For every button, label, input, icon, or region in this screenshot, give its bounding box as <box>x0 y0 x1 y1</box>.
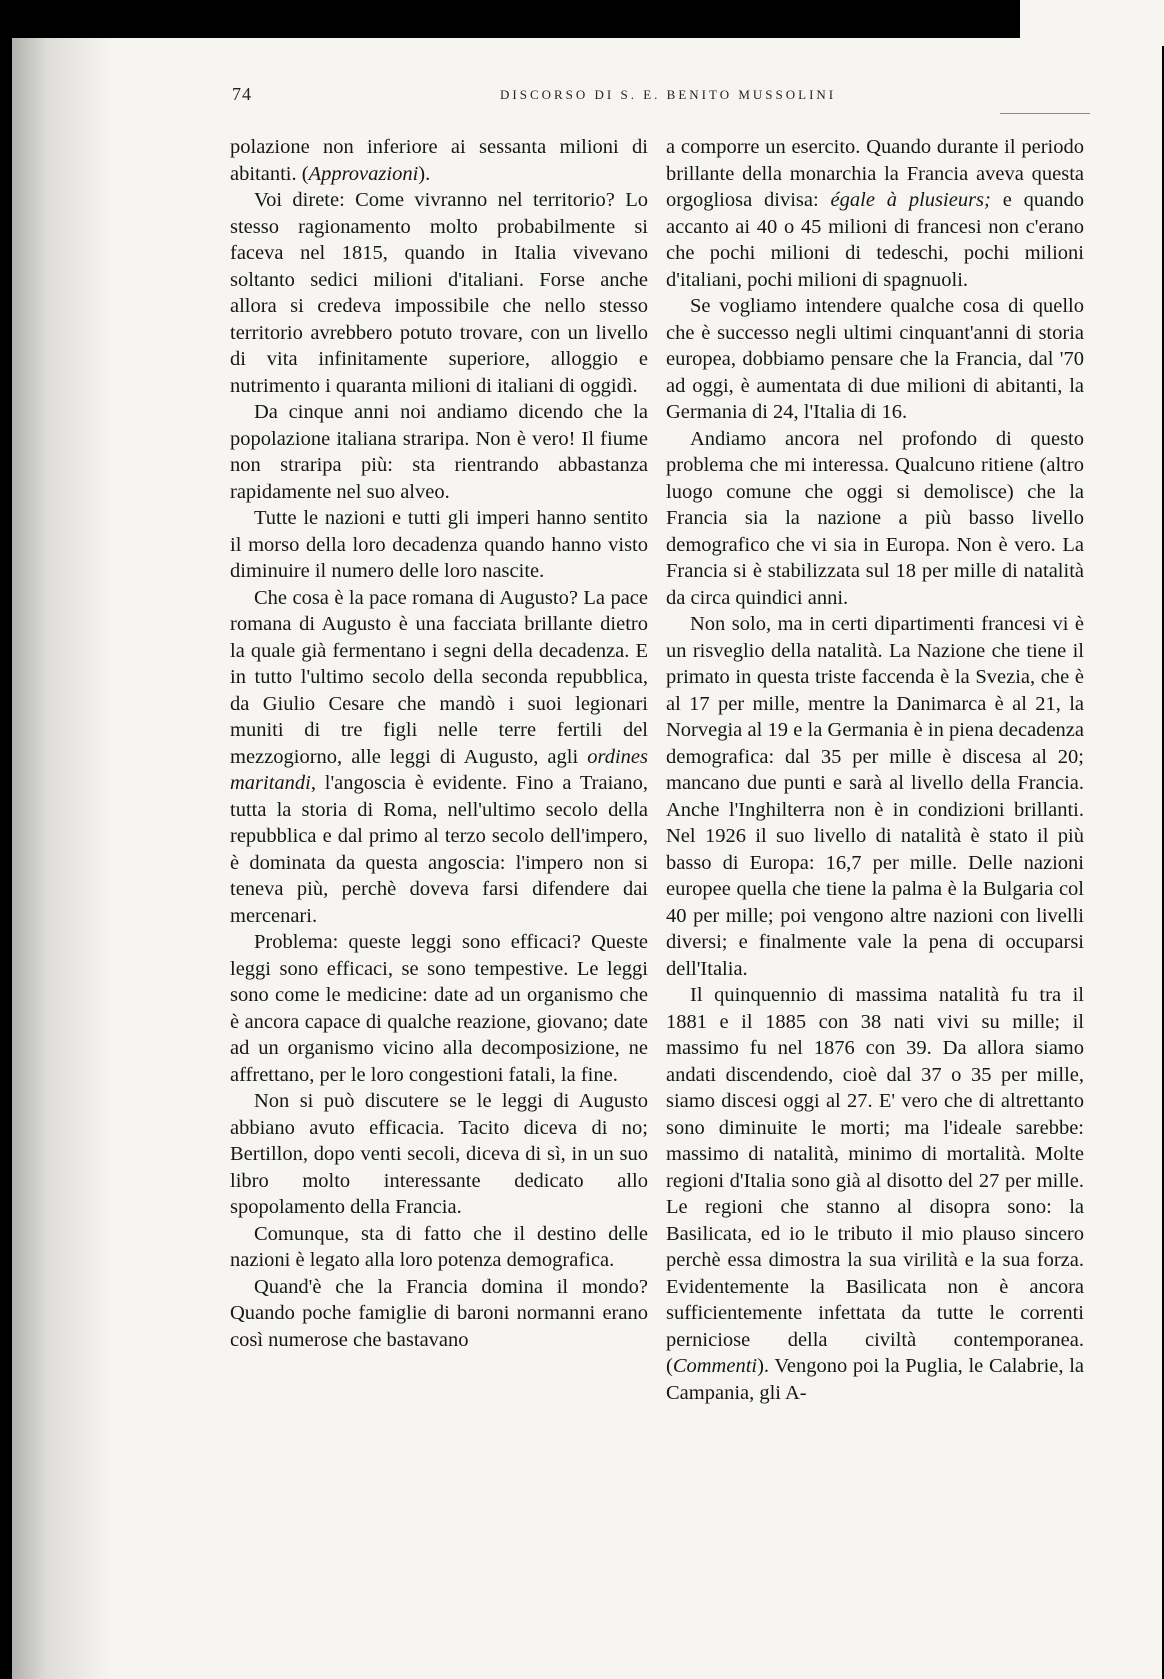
text-column-right <box>666 134 1084 1406</box>
running-head: DISCORSO DI S. E. BENITO MUSSOLINI <box>500 87 837 102</box>
text-column-left <box>230 134 648 1353</box>
binding-shadow <box>12 38 112 1679</box>
italic-text: Approvazioni <box>308 162 419 185</box>
paragraph-text: ). <box>418 162 431 185</box>
paragraph-text: Che cosa è la pace romana di Augusto? La pace romana di Augusto è una facciata brillante dietro la quale già fermentano i segni della decadenza. E in tutto l'ultimo secolo della seconda repubblica, da Giulio Cesare che mandò i suoi legionari muniti di tre figli nelle terre fertili del mezzogiorno, alle leggi di Augusto, agli <box>230 586 648 768</box>
paragraph: Da cinque anni noi andiamo dicendo che la popolazione italiana straripa. Non è vero! Il fiume non straripa più: sta rientrando abbastanza rapidamente nel suo alveo. <box>230 401 648 503</box>
paragraph-text: polazione non inferiore ai sessanta milioni di abitanti. ( <box>230 136 648 185</box>
paragraph: Voi direte: Come vivranno nel territorio? Lo stesso ragionamento molto probabilmente si faceva nel 1815, quando in Italia vivevano soltanto sedici milioni d'italiani. Forse anche allora si credeva impossibile che nello stesso territorio avrebbero potuto trovare, con un livello di vita infinitamente superiore, alloggio e nutrimento i quaranta milioni di italiani di oggidì. <box>230 189 648 397</box>
paragraph: Tutte le nazioni e tutti gli imperi hanno sentito il morso della loro decadenza quando hanno visto diminuire il numero delle loro nascite. <box>230 507 648 582</box>
paragraph-text: e quando accanto ai 40 o 45 milioni di francesi non c'erano che pochi milioni di tedeschi, pochi milioni d'italiani, pochi milioni di spagnuoli. <box>666 189 1084 291</box>
paragraph <box>230 134 648 187</box>
paragraph: Problema: queste leggi sono efficaci? Queste leggi sono efficaci, se sono tempestive. Le leggi sono come le medicine: date ad un organismo che è ancora capace di qualche reazione, giovano; date ad un organismo vicino alla decomposizione, ne affrettano, per le loro congestioni fatali, la fine. <box>230 931 648 1086</box>
page-corner <box>1020 0 1164 46</box>
paragraph: Non solo, ma in certi dipartimenti francesi vi è un risveglio della natalità. La Nazione che tiene il primato in questa triste faccenda è la Svezia, che è al 17 per mille, mentre la Danimarca è al 21, la Norvegia al 19 e la Germania è in piena decadenza demografica: dal 35 per mille è discesa al 20; mancano due punti e sarà al livello della Francia. Anche l'Inghilterra non è in condizioni brillanti. Nel 1926 il suo livello di natalità è stato il più basso di Europa: 16,7 per mille. Delle nazioni europee quella che tiene la palma è la Bulgaria col 40 per mille; poi vengono altre nazioni con livelli diversi; e finalmente vale la pena di occuparsi dell'Italia. <box>666 613 1084 980</box>
page-number: 74 <box>232 84 252 104</box>
paragraph: Quand'è che la Francia domina il mondo? Quando poche famiglie di baroni normanni erano così numerose che bastavano <box>230 1275 648 1351</box>
italic-text: égale à plusieurs; <box>830 189 991 211</box>
paragraph: Se vogliamo intendere qualche cosa di quello che è successo negli ultimi cinquant'anni di storia europea, dobbiamo pensare che la Francia, dal '70 ad oggi, è aumentata di due milioni di abitanti, la Germania di 24, l'Italia di 16. <box>666 295 1084 423</box>
paragraph <box>666 134 1084 293</box>
paragraph-text: a comporre un esercito. Quando durante il periodo brillante della monarchia la Francia aveva questa orgogliosa divisa: <box>666 136 1084 211</box>
paragraph <box>230 585 648 930</box>
italic-text: Commenti <box>672 1355 758 1377</box>
paragraph: Andiamo ancora nel profondo di questo problema che mi interessa. Qualcuno ritiene (altro luogo comune che oggi si demolisce) che la Francia sia la nazione a più basso livello demografico che vi sia in Europa. Non è vero. La Francia si è stabilizzata sul 18 per mille di natalità da circa quindici anni. <box>666 427 1084 609</box>
paragraph: Non si può discutere se le leggi di Augusto abbiano avuto efficacia. Tacito diceva di no; Bertillon, dopo venti secoli, diceva di sì, in un suo libro molto interessante dedicato allo spopolamento della Francia. <box>230 1090 648 1218</box>
paragraph-text: Il quinquennio di massima natalità fu tra il 1881 e il 1885 con 38 nati vivi su mille; il massimo fu nel 1876 con 39. Da allora siamo andati discendendo, cioè dal 37 o 35 per mille, siamo discesi oggi al 27. E' vero che di altrettanto sono diminuite le morti; ma l'ideale sarebbe: massimo di natalità, minimo di mortalità. Molte regioni d'Italia sono già al disotto del 27 per mille. Le regioni che stanno al disopra sono: la Basilicata, ed io le tributo il mio plauso sincero perchè essa dimostra la sua virilità e la sua forza. Evidentemente la Basilicata non è ancora sufficientemente infettata da tutte le correnti perniciose della civiltà contemporanea. ( <box>666 984 1084 1377</box>
paragraph <box>666 982 1084 1406</box>
paragraph-text: , l'angoscia è evidente. Fino a Traiano, tutta la storia di Roma, nell'ultimo secolo della repubblica e dal primo al terzo secolo dell'impero, è dominata da questa angoscia: l'impero non si teneva più, perchè doveva farsi difendere dai mercenari. <box>230 772 648 927</box>
paragraph-text: ). Vengono poi la Puglia, le Calabrie, la Campania, gli A- <box>666 1355 1084 1404</box>
paragraph: Comunque, sta di fatto che il destino delle nazioni è legato alla loro potenza demografica. <box>230 1222 648 1271</box>
header-rule <box>1000 113 1090 114</box>
italic-text: ordines maritandi <box>230 745 648 794</box>
